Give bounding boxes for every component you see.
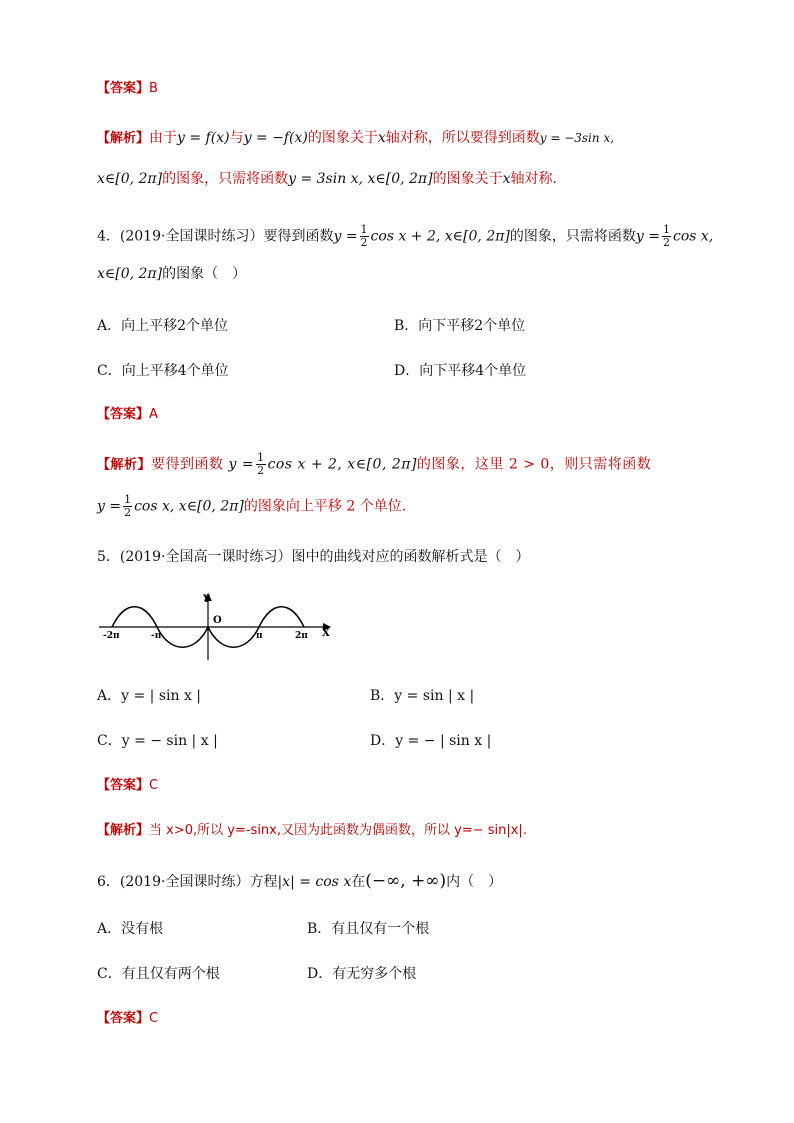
- q4-formula-y: y =: [97, 498, 122, 515]
- q4-analysis-line-2: [97, 494, 406, 519]
- q3-formula-3sin: y = 3sin x, x∈[0, 2π]: [288, 171, 433, 187]
- fraction-denominator: 2: [124, 506, 132, 519]
- q5-option-b: B．y = sin | x |: [370, 688, 475, 704]
- q5-option-c: C．y = − sin | x |: [97, 733, 218, 749]
- q5-analysis-line: [97, 820, 527, 841]
- q4-answer-value: A: [149, 407, 158, 422]
- q5-function-graph: [97, 590, 337, 662]
- q4-formula-domain: x∈[0, 2π]: [97, 266, 163, 282]
- q4-fraction: [360, 224, 369, 249]
- q4-option-a: A．向上平移2个单位: [97, 318, 229, 334]
- q5-answer-line: [97, 775, 158, 796]
- q4-mid-text: 的图象，只需将函数: [509, 228, 636, 245]
- q6-suffix: 内（ ）: [446, 874, 503, 890]
- q3-analysis-text: 的图象关于: [432, 171, 503, 187]
- q4-option-d: D．向下平移4个单位: [394, 363, 527, 379]
- answer-label: 【答案】: [97, 778, 150, 793]
- q3-axis-x: x: [377, 130, 386, 146]
- q4-analysis-text: 要得到函数: [151, 456, 224, 473]
- tick-label: π: [256, 631, 263, 641]
- q5-option-a: A．y = | sin x |: [97, 688, 202, 704]
- fraction-denominator: 2: [257, 464, 265, 477]
- q4-fraction: [123, 494, 132, 519]
- q3-answer-value: B: [149, 81, 158, 96]
- q4-prefix: 4．(2019·全国课时练习）要得到函数: [97, 228, 334, 245]
- fraction-denominator: 2: [662, 236, 670, 249]
- q3-analysis-line-1: [97, 128, 614, 149]
- q4-analysis-text: 的图象，这里 2 > 0，则只需将函数: [416, 456, 652, 473]
- q4-formula-cos-plus2: cos x + 2, x∈[0, 2π]: [370, 228, 510, 245]
- analysis-label: 【解析】: [97, 131, 150, 146]
- q3-analysis-text: 的图象关于: [307, 130, 378, 146]
- q3-analysis-text: 轴对称.: [510, 171, 557, 187]
- q6-stem: [97, 871, 502, 892]
- q6-equation: |x| = cos x: [277, 874, 352, 890]
- fraction-denominator: 2: [360, 236, 368, 249]
- answer-label: 【答案】: [97, 1011, 150, 1026]
- answer-label: 【答案】: [97, 81, 150, 96]
- q4-analysis-line-1: [97, 452, 651, 477]
- q6-mid-text: 在: [351, 874, 366, 890]
- q5-option-d: D．y = − | sin x |: [370, 733, 492, 749]
- q3-axis-x: x: [502, 171, 511, 187]
- q4-formula-y: y =: [333, 228, 358, 245]
- q4-formula-y: y =: [635, 228, 660, 245]
- q4-formula-cos: cos x, x∈[0, 2π]: [134, 498, 244, 515]
- fraction-numerator: 1: [360, 223, 368, 236]
- q4-stem-end: 的图象（ ）: [162, 266, 247, 282]
- q3-answer-line: [97, 78, 158, 99]
- q4-formula-cos-plus2: cos x + 2, x∈[0, 2π]: [267, 456, 417, 473]
- q6-answer-line: [97, 1008, 158, 1029]
- q6-answer-value: C: [149, 1011, 159, 1026]
- q3-formula-neg3sin: y = −3sin x,: [539, 131, 615, 145]
- q3-analysis-text: 与: [229, 130, 244, 146]
- q4-stem-line-1: [97, 224, 713, 249]
- q4-stem-line-2: [97, 264, 246, 284]
- x-axis-label: X: [322, 628, 330, 639]
- y-axis-label: Y: [203, 594, 211, 605]
- q6-option-b: B．有且仅有一个根: [307, 921, 430, 937]
- q4-fraction: [662, 224, 671, 249]
- q5-analysis-text: 当 x>0,所以 y=-sinx,又因为此函数为偶函数，所以 y=− sin|x|.: [149, 823, 527, 838]
- tick-label: -2π: [103, 631, 120, 641]
- q3-analysis-text: 的图象，只需将函数: [162, 171, 289, 187]
- q4-analysis-text: 的图象向上平移 2 个单位.: [243, 498, 407, 515]
- origin-label: O: [213, 615, 222, 626]
- tick-label: 2π: [295, 631, 308, 641]
- q3-analysis-text: 由于: [149, 130, 178, 146]
- q4-option-b: B．向下平移2个单位: [394, 318, 526, 334]
- analysis-label: 【解析】: [97, 457, 152, 473]
- q3-formula-neg-fx: y = −f(x): [243, 130, 308, 146]
- q6-option-a: A．没有根: [97, 921, 164, 937]
- q4-fraction: [256, 452, 266, 477]
- q6-interval: (−∞, +∞): [365, 871, 447, 891]
- fraction-numerator: 1: [257, 451, 265, 464]
- q6-option-c: C．有且仅有两个根: [97, 966, 220, 982]
- answer-label: 【答案】: [97, 407, 150, 422]
- q3-analysis-text: 轴对称，所以要得到函数: [385, 130, 540, 146]
- q3-formula-fx: y = f(x): [177, 130, 230, 146]
- analysis-label: 【解析】: [97, 823, 150, 838]
- q3-analysis-line-2: [97, 169, 557, 189]
- q4-formula-y: y =: [228, 456, 255, 473]
- q6-option-d: D．有无穷多个根: [307, 966, 417, 982]
- q4-option-c: C．向上平移4个单位: [97, 363, 229, 379]
- tick-label: -π: [151, 631, 162, 641]
- q6-prefix: 6．(2019·全国课时练）方程: [97, 874, 278, 890]
- q5-answer-value: C: [149, 778, 159, 793]
- q5-stem: 5．(2019·全国高一课时练习）图中的曲线对应的函数解析式是（ ）: [97, 549, 530, 565]
- q4-formula-cos: cos x,: [672, 228, 714, 245]
- fraction-numerator: 1: [662, 223, 670, 236]
- fraction-numerator: 1: [124, 493, 132, 506]
- q3-formula-domain: x∈[0, 2π]: [97, 171, 163, 187]
- q4-answer-line: [97, 404, 158, 425]
